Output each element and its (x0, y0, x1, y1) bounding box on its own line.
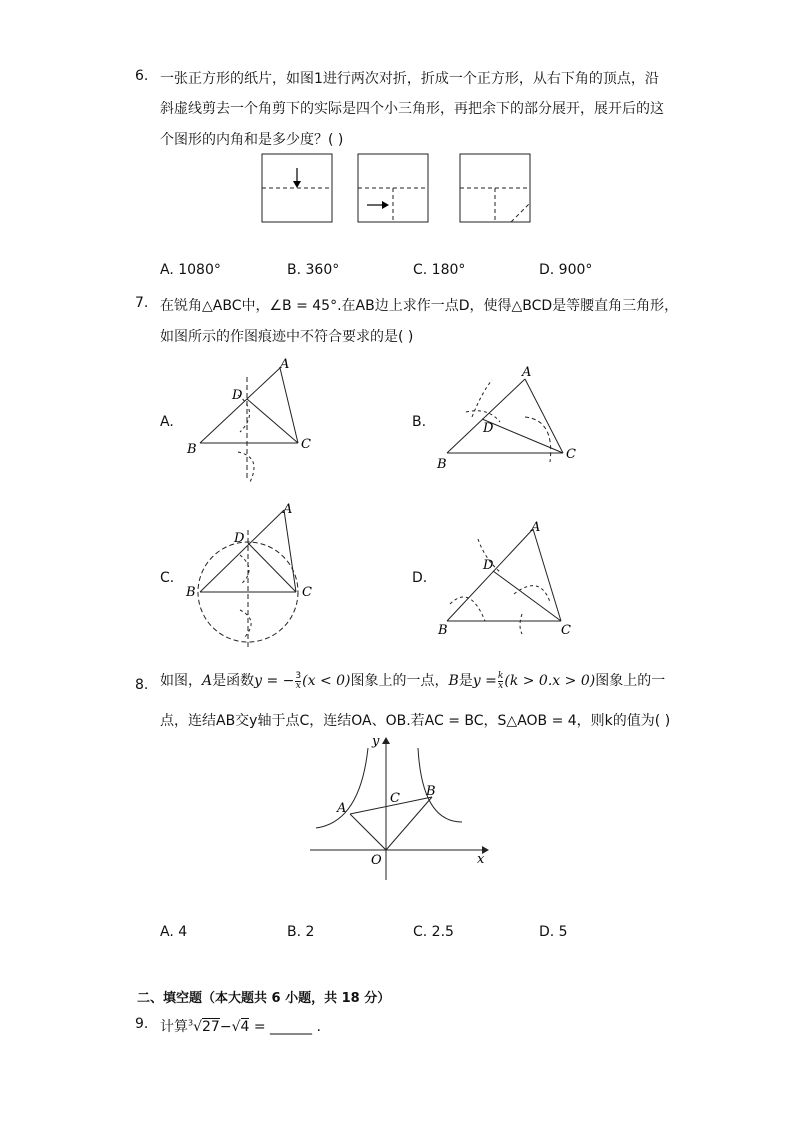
q6-option-a[interactable]: A. 1080° (160, 262, 221, 278)
q7-c-label-B: B (186, 585, 196, 600)
q7-a-label-C: C (301, 437, 311, 452)
q8-axis-y: y (372, 734, 380, 749)
q8-frac2-num: k (497, 670, 504, 681)
q9-radical-sign-1: √ (193, 1019, 203, 1035)
q7-figure-c (180, 500, 330, 652)
q7-d-label-C: C (561, 623, 571, 636)
q8-label-O: O (371, 853, 382, 868)
q8-var-a: A (202, 673, 213, 689)
q8-text-3: 图象上的一点， (350, 673, 449, 689)
q8-domain-1: (x < 0) (302, 673, 351, 689)
q8-frac1-den: x (295, 680, 301, 691)
q7-b-label-B: B (437, 457, 447, 472)
q7-option-a-label[interactable]: A. (160, 414, 174, 430)
q7-option-b-label[interactable]: B. (412, 414, 427, 430)
q7-option-d-label[interactable]: D. (412, 570, 428, 586)
q9-minus: − (219, 1019, 232, 1035)
q8-text-5: 图象上的一 (595, 673, 666, 689)
q6-line-2: 斜虚线剪去一个角剪下的实际是四个小三角形，再把余下的部分展开，展开后的这 (160, 101, 664, 117)
q9-cube-index: 3 (188, 1018, 194, 1028)
q8-domain-2: (k > 0.x > 0) (504, 673, 596, 689)
q8-label-B: B (426, 784, 436, 799)
q6-number: 6. (135, 68, 149, 84)
q9-radical-sign-2: √ (231, 1019, 241, 1035)
q8-func-1: y = − (254, 673, 295, 689)
q7-figure-a (180, 352, 330, 487)
q7-b-label-D: D (483, 421, 494, 436)
q7-figure-d (430, 514, 590, 636)
q8-graph (300, 730, 500, 885)
q7-figure-b (430, 362, 590, 472)
q8-func-2: y = (472, 673, 497, 689)
q9-prefix: 计算 (160, 1019, 188, 1035)
q7-line-2: 如图所示的作图痕迹中不符合要求的是( ) (160, 329, 414, 345)
q6-line-1: 一张正方形的纸片，如图1进行两次对折，折成一个正方形，从右下角的顶点，沿 (160, 71, 659, 87)
q9-answer-blank[interactable]: = ______ . (249, 1019, 321, 1035)
q7-a-label-A: A (280, 357, 290, 372)
q7-b-label-A: A (522, 365, 532, 380)
q8-var-b: B (448, 673, 459, 689)
q8-label-A: A (337, 801, 347, 816)
q6-option-d[interactable]: D. 900° (539, 262, 593, 278)
q6-fold-figures (255, 148, 545, 230)
q7-d-label-B: B (438, 623, 448, 636)
q7-a-label-D: D (232, 388, 243, 403)
q7-line-1: 在锐角△ABC中，∠B = 45°.在AB边上求作一点D，使得△BCD是等腰直角三角形， (160, 298, 679, 314)
q7-c-label-C: C (302, 585, 312, 600)
q7-c-label-A: A (283, 502, 293, 517)
q7-d-label-D: D (483, 558, 494, 573)
q8-text-2: 是函数 (212, 673, 255, 689)
q9-number: 9. (135, 1016, 149, 1032)
q8-frac1-num: 3 (295, 670, 302, 681)
q8-frac2-den: x (498, 680, 504, 691)
q8-line-1 (160, 670, 665, 691)
q7-a-label-B: B (187, 442, 197, 457)
q8-axis-x: x (477, 852, 485, 867)
q7-c-label-D: D (234, 531, 245, 546)
q6-option-b[interactable]: B. 360° (287, 262, 340, 278)
q8-line-2: 点，连结AB交y轴于点C，连结OA、OB.若AC = BC，S△AOB = 4，则k的值为( ) (160, 713, 671, 729)
q9-line (160, 1016, 321, 1036)
q8-option-d[interactable]: D. 5 (539, 924, 568, 940)
q8-option-b[interactable]: B. 2 (287, 924, 315, 940)
q7-b-label-C: C (566, 447, 576, 462)
q8-number: 8. (135, 677, 149, 693)
q7-d-label-A: A (531, 520, 541, 535)
q9-radicand-1: 27 (202, 1019, 220, 1035)
q8-text-1: 如图， (160, 673, 202, 689)
q7-option-c-label[interactable]: C. (160, 570, 175, 586)
q7-number: 7. (135, 295, 149, 311)
q8-option-c[interactable]: C. 2.5 (413, 924, 454, 940)
q6-line-3: 个图形的内角和是多少度？( ) (160, 132, 344, 148)
section-2-title: 二、填空题（本大题共 6 小题，共 18 分） (137, 991, 391, 1006)
q9-radicand-2: 4 (240, 1019, 250, 1035)
q6-option-c[interactable]: C. 180° (413, 262, 466, 278)
q8-text-4: 是 (458, 673, 473, 689)
q8-option-a[interactable]: A. 4 (160, 924, 188, 940)
q8-label-C: C (390, 791, 400, 806)
